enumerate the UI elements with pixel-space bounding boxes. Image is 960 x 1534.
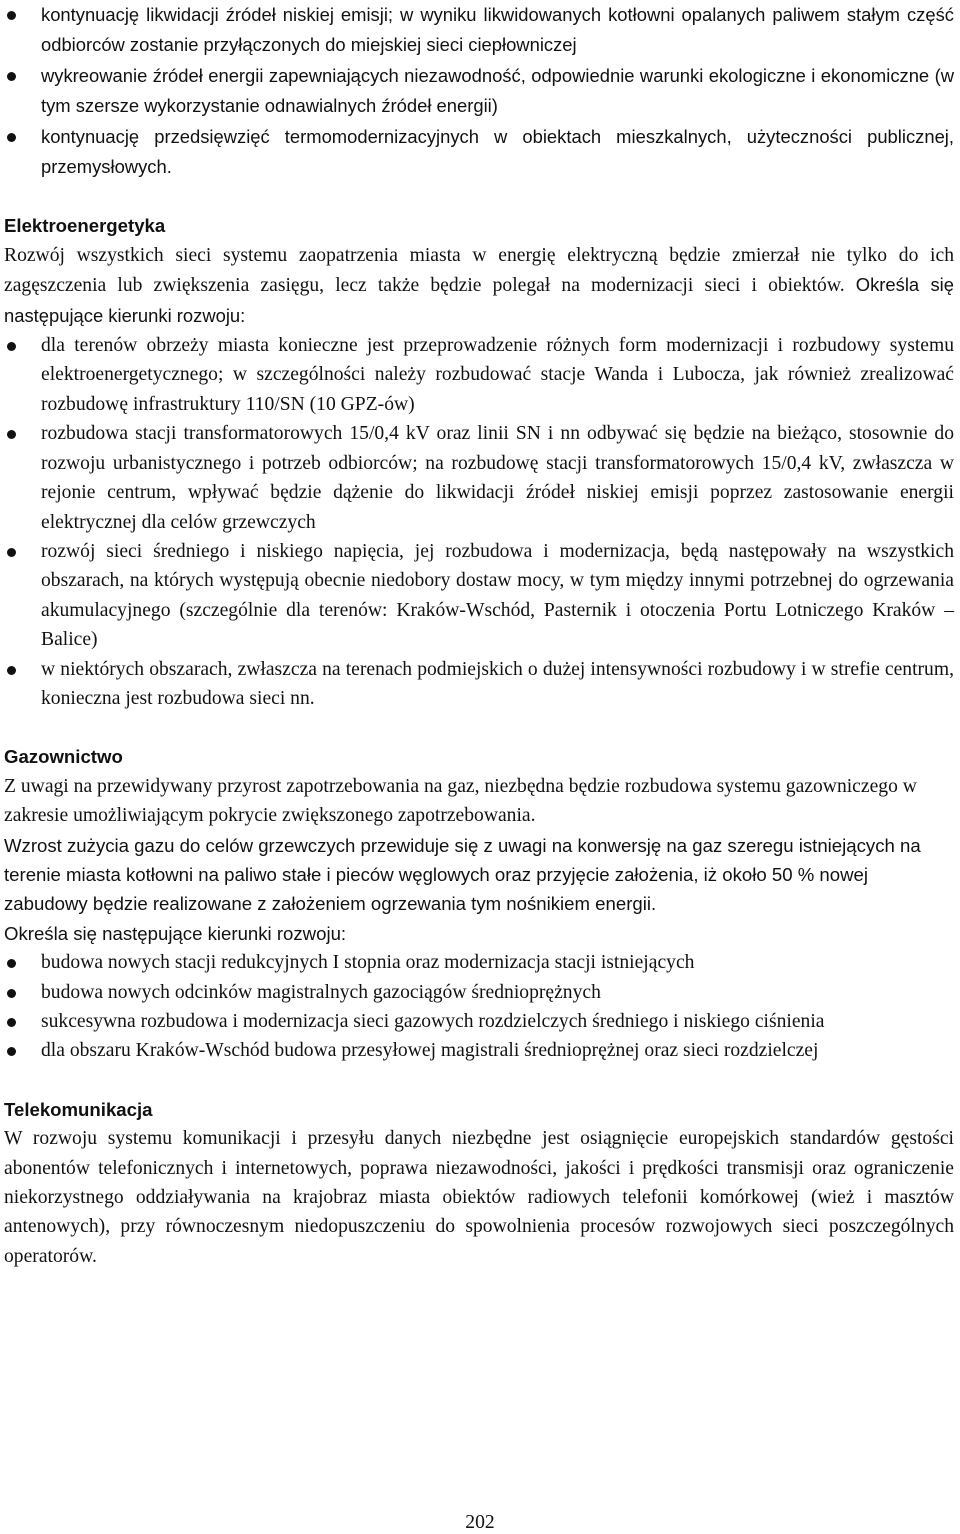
paragraph: [4, 241, 954, 331]
list-item: budowa nowych odcinków magistralnych gazociągów średnioprężnych: [4, 978, 954, 1007]
bullet-icon: [7, 989, 16, 998]
bullet-icon: [7, 1018, 16, 1027]
bullet-icon: [7, 430, 16, 439]
document-page: [4, 0, 954, 1271]
bullet-icon: [7, 342, 16, 351]
list-item: kontynuację likwidacji źródeł niskiej emisji; w wyniku likwidowanych kotłowni opalanych paliwem stałym część odbiorców zostanie przyłączonych do miejskiej sieci ciepłowniczej: [4, 0, 954, 61]
list-item: rozwój sieci średniego i niskiego napięcia, jej rozbudowa i modernizacja, będą następowały na wszystkich obszarach, na których występują obecnie niedobory dostaw mocy, w tym między innymi potrzebnej do ogrzewania akumulacyjnego (szczególnie dla terenów: Kraków-Wschód, Pasternik i otoczenia Portu Lotniczego Kraków – Balice): [4, 537, 954, 655]
list-item: sukcesywna rozbudowa i modernizacja sieci gazowych rozdzielczych średniego i niskiego ciśnienia: [4, 1007, 954, 1036]
gaz-list: [4, 948, 954, 1066]
list-item: budowa nowych stacji redukcyjnych I stopnia oraz modernizacja stacji istniejących: [4, 948, 954, 977]
list-item: kontynuację przedsięwzięć termomodernizacyjnych w obiektach mieszkalnych, użyteczności publicznej, przemysłowych.: [4, 122, 954, 183]
paragraph: Z uwagi na przewidywany przyrost zapotrzebowania na gaz, niezbędna będzie rozbudowa systemu gazowniczego w zakresie umożliwiającym pokrycie zwiększonego zapotrzebowania.: [4, 775, 917, 827]
paragraph: Wzrost zużycia gazu do celów grzewczych przewiduje się z uwagi na konwersję na gaz szeregu istniejących na terenie miasta kotłowni na paliwo stałe i pieców węglowych oraz przyjęcie założenia, iż około 50 % nowej zabudowy będzie realizowane z założeniem ogrzewania tym nośnikiem energii.: [4, 834, 921, 915]
section-heading-elektroenergetyka: Elektroenergetyka: [4, 215, 166, 237]
paragraph-text: Rozwój wszystkich sieci systemu zaopatrzenia miasta w energię elektryczną będzie zmierzał nie tylko do ich zagęszczenia lub zwiększenia zasięgu, lecz także będzie polegał na modernizacji sieci i obiektów.: [4, 244, 954, 297]
page-number: 202: [465, 1512, 495, 1533]
bullet-icon: [7, 548, 16, 557]
list-item: rozbudowa stacji transformatorowych 15/0,4 kV oraz linii SN i nn odbywać się będzie na bieżąco, stosownie do rozwoju urbanistycznego i potrzeb odbiorców; na rozbudowę stacji transformatorowych 15/0,4 kV, zwłaszcza w rejonie centrum, wpływać będzie dążenie do likwidacji źródeł niskiej emisji poprzez zastosowanie energii elektrycznej dla celów grzewczych: [4, 419, 954, 537]
paragraph: Określa się następujące kierunki rozwoju:: [4, 922, 347, 944]
section-heading-telekomunikacja: Telekomunikacja: [4, 1098, 153, 1120]
bullet-icon: [7, 959, 16, 968]
section-heading-gazownictwo: Gazownictwo: [4, 746, 123, 768]
bullet-icon: [7, 72, 16, 81]
bullet-icon: [7, 1047, 16, 1056]
bullet-icon: [7, 11, 16, 20]
list-item: wykreowanie źródeł energii zapewniających niezawodność, odpowiednie warunki ekologiczne i ekonomiczne (w tym szersze wykorzystanie odnawialnych źródeł energii): [4, 61, 954, 122]
intro-list: [4, 0, 954, 182]
bullet-icon: [7, 666, 16, 675]
list-item: dla obszaru Kraków-Wschód budowa przesyłowej magistrali średnioprężnej oraz sieci rozdzielczej: [4, 1036, 954, 1065]
elektro-list: [4, 331, 954, 713]
paragraph-text-sans: Określa się następujące kierunki rozwoju:: [4, 274, 954, 326]
bullet-icon: [7, 133, 16, 142]
list-item: dla terenów obrzeży miasta konieczne jest przeprowadzenie różnych form modernizacji i rozbudowy systemu elektroenergetycznego; w szczególności należy rozbudować stacje Wanda i Lubocza, jak również zrealizować rozbudowę infrastruktury 110/SN (10 GPZ-ów): [4, 331, 954, 419]
paragraph: W rozwoju systemu komunikacji i przesyłu danych niezbędne jest osiągnięcie europejskich standardów gęstości abonentów telefonicznych i internetowych, poprawa niezawodności, jakości i prędkości transmisji oraz ograniczenie niekorzystnego oddziaływania na krajobraz miasta obiektów radiowych telefonii komórkowej (wież i masztów antenowych), przy równoczesnym niedopuszczeniu do spowolnienia procesów rozwojowych sieci poszczególnych operatorów.: [4, 1128, 954, 1267]
list-item: w niektórych obszarach, zwłaszcza na terenach podmiejskich o dużej intensywności rozbudowy i w strefie centrum, konieczna jest rozbudowa sieci nn.: [4, 655, 954, 714]
